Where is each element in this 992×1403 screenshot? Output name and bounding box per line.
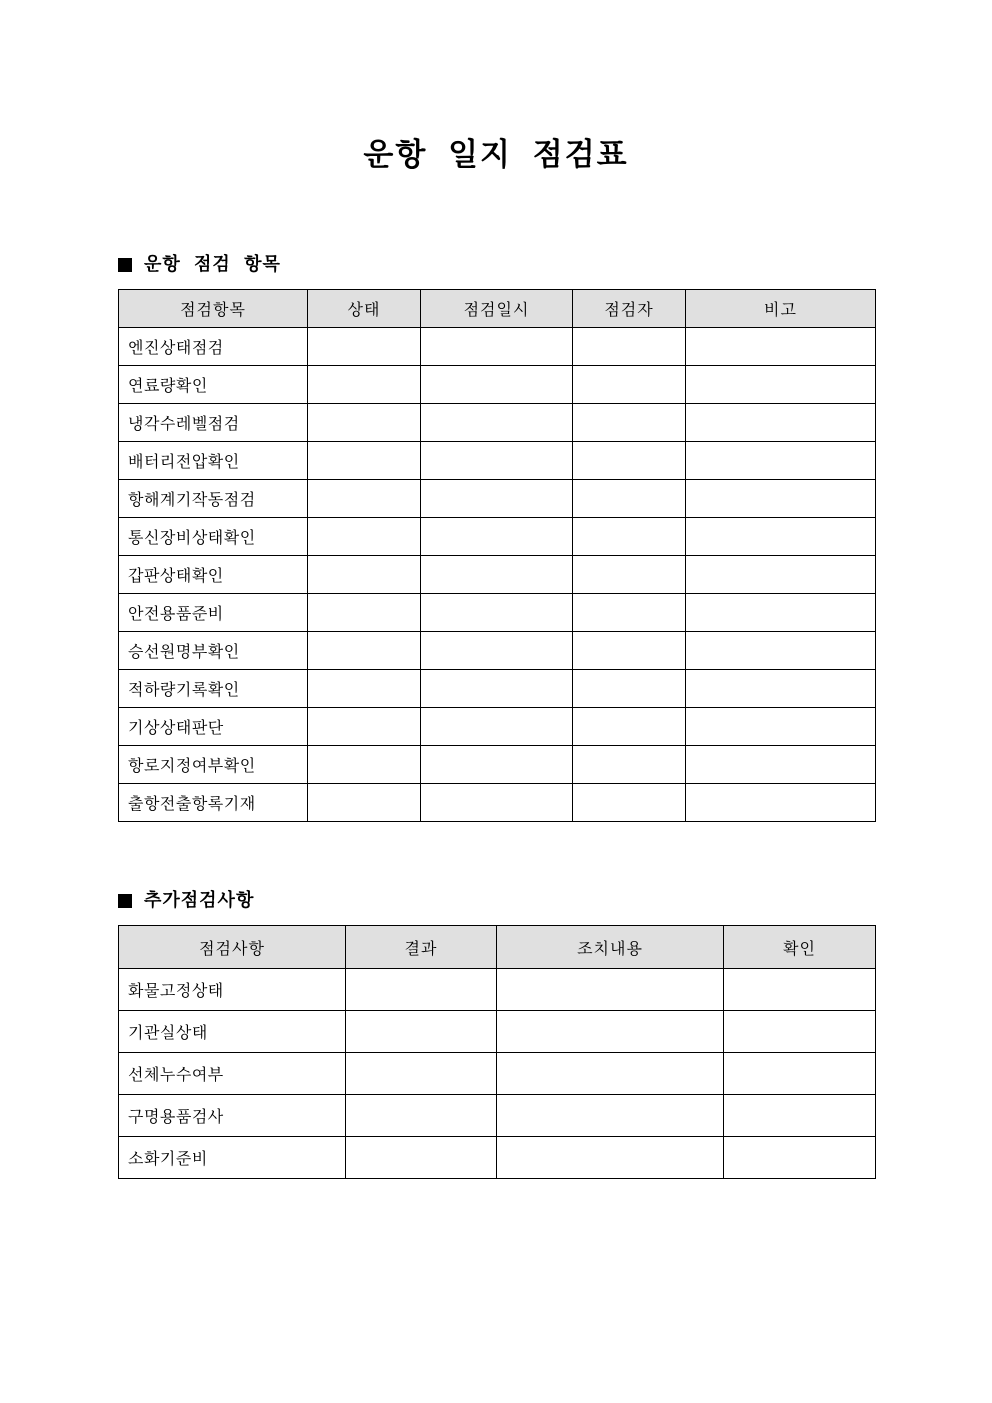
entry-cell[interactable] [421,366,573,404]
table-row [119,518,876,556]
entry-cell[interactable] [724,1137,876,1179]
column-header: 점검일시 [421,290,573,328]
entry-cell[interactable] [724,969,876,1011]
section-heading-additional-checks [118,889,254,913]
table-row [119,708,876,746]
table-row [119,328,876,366]
item-label-cell: 기상상태판단 [119,708,308,746]
item-label-cell: 냉각수레벨점검 [119,404,308,442]
entry-cell[interactable] [686,480,876,518]
table-row [119,632,876,670]
table-row [119,1095,876,1137]
entry-cell[interactable] [421,708,573,746]
inspection-items-table [118,289,876,822]
entry-cell[interactable] [308,708,421,746]
item-label-cell: 배터리전압확인 [119,442,308,480]
table-row [119,784,876,822]
entry-cell[interactable] [421,328,573,366]
entry-cell[interactable] [497,1011,724,1053]
table-header-row [119,290,876,328]
entry-cell[interactable] [686,518,876,556]
entry-cell[interactable] [308,632,421,670]
entry-cell[interactable] [308,442,421,480]
entry-cell[interactable] [686,670,876,708]
column-header: 점검자 [573,290,686,328]
additional-checks-table [118,925,876,1179]
entry-cell[interactable] [686,746,876,784]
entry-cell[interactable] [573,480,686,518]
entry-cell[interactable] [724,1095,876,1137]
entry-cell[interactable] [421,518,573,556]
table-row [119,594,876,632]
entry-cell[interactable] [346,1095,497,1137]
entry-cell[interactable] [308,746,421,784]
entry-cell[interactable] [497,1095,724,1137]
item-label-cell: 통신장비상태확인 [119,518,308,556]
entry-cell[interactable] [573,632,686,670]
item-label-cell: 항해계기작동점검 [119,480,308,518]
entry-cell[interactable] [686,708,876,746]
table-row [119,969,876,1011]
black-square-bullet-icon [118,894,132,908]
table-row [119,1011,876,1053]
black-square-bullet-icon [118,258,132,272]
entry-cell[interactable] [573,328,686,366]
table-row [119,556,876,594]
entry-cell[interactable] [724,1053,876,1095]
entry-cell[interactable] [308,366,421,404]
item-label-cell: 안전용품준비 [119,594,308,632]
entry-cell[interactable] [686,366,876,404]
entry-cell[interactable] [346,969,497,1011]
entry-cell[interactable] [421,556,573,594]
entry-cell[interactable] [308,328,421,366]
entry-cell[interactable] [346,1053,497,1095]
entry-cell[interactable] [497,1137,724,1179]
entry-cell[interactable] [421,784,573,822]
entry-cell[interactable] [724,1011,876,1053]
item-label-cell: 기관실상태 [119,1011,346,1053]
entry-cell[interactable] [308,594,421,632]
item-label-cell: 연료량확인 [119,366,308,404]
entry-cell[interactable] [573,594,686,632]
entry-cell[interactable] [421,670,573,708]
entry-cell[interactable] [573,366,686,404]
column-header: 결과 [346,926,497,969]
table-row [119,442,876,480]
entry-cell[interactable] [497,969,724,1011]
entry-cell[interactable] [308,480,421,518]
column-header: 비고 [686,290,876,328]
entry-cell[interactable] [573,404,686,442]
table-row [119,1137,876,1179]
entry-cell[interactable] [308,784,421,822]
entry-cell[interactable] [421,480,573,518]
item-label-cell: 구명용품검사 [119,1095,346,1137]
entry-cell[interactable] [497,1053,724,1095]
entry-cell[interactable] [573,784,686,822]
entry-cell[interactable] [686,632,876,670]
entry-cell[interactable] [308,670,421,708]
entry-cell[interactable] [421,404,573,442]
section-heading-inspection-items [118,253,281,277]
item-label-cell: 출항전출항록기재 [119,784,308,822]
page-title: 운항 일지 점검표 [363,137,629,173]
column-header: 점검항목 [119,290,308,328]
entry-cell[interactable] [573,670,686,708]
entry-cell[interactable] [686,594,876,632]
entry-cell[interactable] [573,708,686,746]
table-row [119,366,876,404]
entry-cell[interactable] [308,556,421,594]
entry-cell[interactable] [421,442,573,480]
entry-cell[interactable] [686,442,876,480]
entry-cell[interactable] [573,518,686,556]
column-header: 확인 [724,926,876,969]
entry-cell[interactable] [308,518,421,556]
entry-cell[interactable] [686,328,876,366]
item-label-cell: 엔진상태점검 [119,328,308,366]
entry-cell[interactable] [421,594,573,632]
entry-cell[interactable] [346,1011,497,1053]
column-header: 상태 [308,290,421,328]
item-label-cell: 선체누수여부 [119,1053,346,1095]
item-label-cell: 항로지정여부확인 [119,746,308,784]
entry-cell[interactable] [421,632,573,670]
entry-cell[interactable] [573,442,686,480]
entry-cell[interactable] [421,746,573,784]
item-label-cell: 적하량기록확인 [119,670,308,708]
entry-cell[interactable] [573,556,686,594]
entry-cell[interactable] [686,784,876,822]
entry-cell[interactable] [686,404,876,442]
item-label-cell: 화물고정상태 [119,969,346,1011]
section-heading-text: 추가점검사항 [144,890,255,911]
table-row [119,404,876,442]
entry-cell[interactable] [686,556,876,594]
item-label-cell: 소화기준비 [119,1137,346,1179]
table-header-row [119,926,876,969]
column-header: 점검사항 [119,926,346,969]
item-label-cell: 갑판상태확인 [119,556,308,594]
table-row [119,746,876,784]
table-row [119,480,876,518]
entry-cell[interactable] [346,1137,497,1179]
section-heading-text: 운항 점검 항목 [144,254,281,275]
table-row [119,670,876,708]
entry-cell[interactable] [573,746,686,784]
table-row [119,1053,876,1095]
entry-cell[interactable] [308,404,421,442]
item-label-cell: 승선원명부확인 [119,632,308,670]
column-header: 조치내용 [497,926,724,969]
